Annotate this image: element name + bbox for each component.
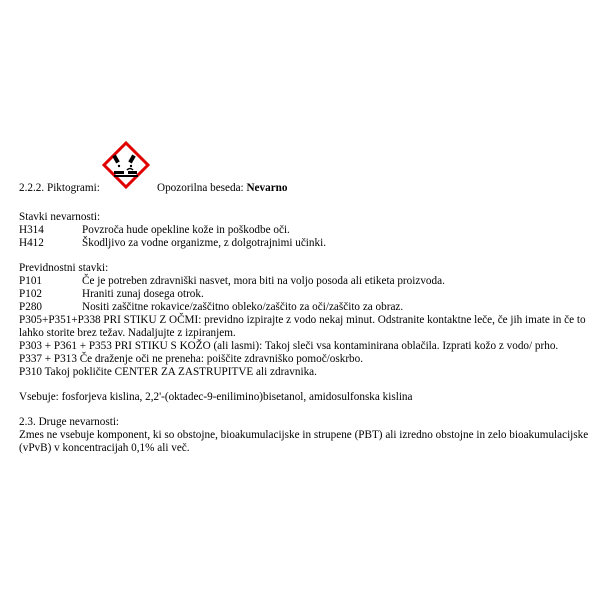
precaution-statement <box>19 275 445 288</box>
precaution-text: Hraniti zunaj dosega otrok. <box>82 288 204 300</box>
hazard-code: H314 <box>19 224 44 236</box>
signal-word: Nevarno <box>246 182 288 194</box>
contains-line: Vsebuje: fosforjeva kislina, 2,2'-(oktadec-9-enilimino)bisetanol, amidosulfonska kislina <box>19 391 413 403</box>
other-hazards-text: Zmes ne vsebuje komponent, ki so obstojne, bioakumulacijske in strupene (PBT) ali izredno obstojne in zelo bioakumulacijske (vPvB) v koncentracijah 0,1% ali več. <box>19 429 589 454</box>
hazard-code: H412 <box>19 237 44 249</box>
precaution-p305: P305+P351+P338 PRI STIKU Z OČMI: previdno izpirajte z vodo nekaj minut. Odstranite kontaktne leče, če jih imate in če to lahko storite brez težav. Nadaljujte z izpiranjem. <box>19 314 586 339</box>
precaution-text: Če je potreben zdravniški nasvet, mora biti na voljo posoda ali etiketa proizvoda. <box>82 275 445 287</box>
precaution-code: P102 <box>19 288 43 300</box>
precaution-p310: P310 Takoj pokličite CENTER ZA ZASTRUPITVE ali zdravnika. <box>19 366 317 378</box>
precaution-code: P101 <box>19 275 43 287</box>
precaution-statement <box>19 288 204 301</box>
precaution-p337: P337 + P313 Če draženje oči ne preneha: poiščite zdravniško pomoč/oskrbo. <box>19 353 364 365</box>
hazard-text: Škodljivo za vodne organizme, z dolgotrajnimi učinki. <box>82 237 327 249</box>
precaution-p303: P303 + P361 + P353 PRI STIKU S KOŽO (ali lasmi): Takoj sleči vsa kontaminirana oblačila. Izprati kožo z vodo/ prho. <box>19 340 559 352</box>
hazard-statement <box>19 237 326 250</box>
hazard-text: Povzroča hude opekline kože in poškodbe oči. <box>82 224 290 236</box>
signal-word-line <box>157 182 287 195</box>
signal-word-label: Opozorilna beseda: <box>157 182 244 194</box>
other-hazards-heading: 2.3. Druge nevarnosti: <box>19 416 120 428</box>
precaution-code: P280 <box>19 301 43 313</box>
precaution-heading: Previdnostni stavki: <box>19 262 109 274</box>
hazard-statement <box>19 224 290 237</box>
pictogram-label: 2.2.2. Piktogrami: <box>19 182 100 194</box>
precaution-statement <box>19 301 403 314</box>
precaution-text: Nositi zaščitne rokavice/zaščitno obleko/zaščito za oči/zaščito za obraz. <box>82 301 404 313</box>
corrosion-ghs05-icon <box>102 141 150 189</box>
hazard-heading: Stavki nevarnosti: <box>19 211 101 223</box>
